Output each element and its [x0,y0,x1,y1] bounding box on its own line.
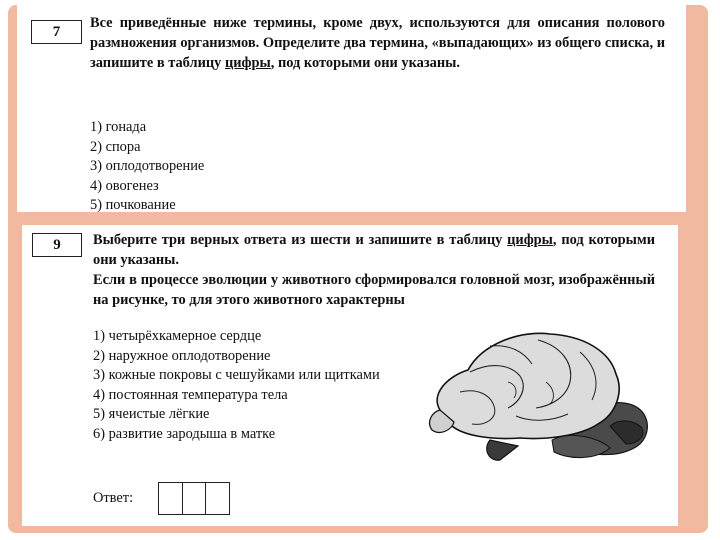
answer-cell[interactable] [183,483,207,514]
task-9-options [93,327,383,445]
task-9-option: 6) развитие зародыша в матке [93,425,276,442]
brain-illustration [420,322,670,472]
task-7-prompt-text-end: , под которыми они указаны. [270,55,460,71]
answer-label: Ответ: [93,490,134,506]
task-9-prompt [93,230,655,310]
task-7-option: 4) овогенез [90,177,159,194]
task-9-prompt-emphasis: цифры [507,232,553,248]
task-9-prompt-text: Выберите три верных ответа из шести и запишите в таблицу [93,232,508,248]
task-7-prompt-text: Все приведённые ниже термины, кроме двух, используются для описания полового размножения организмов. Определите два термина, «выпадающих» из общего списка, и запишите в таблицу [90,15,665,71]
answer-cell[interactable] [159,483,183,514]
task-9-prompt-question: Если в процессе эволюции у животного сформировался головной мозг, изображённый на рисунке, то для этого животного характерны [93,272,655,308]
task-7-options [90,118,204,216]
task-7-option: 3) оплодотворение [90,158,205,175]
task-9-option: 5) ячеистые лёгкие [93,406,210,423]
answer-cell[interactable] [206,483,229,514]
task-7-option: 1) гонада [90,119,147,135]
task-9-option: 3) кожные покровы с чешуйками или щитками [93,367,380,384]
task-9-option: 1) четырёхкамерное сердце [93,328,262,344]
task-7-prompt-emphasis: цифры [224,55,271,71]
task-9-option: 2) наружное оплодотворение [93,347,271,364]
task-9-option: 4) постоянная температура тела [93,386,288,403]
task-7-option: 5) почкование [90,197,176,214]
task-9-prompt-text-mid: , под которыми они указаны. [93,232,655,268]
task-7-prompt [90,13,665,73]
task-7-number: 7 [31,20,82,44]
task-9-number: 9 [32,233,82,257]
answer-table [158,482,230,515]
task-7-option: 2) спора [90,138,141,155]
